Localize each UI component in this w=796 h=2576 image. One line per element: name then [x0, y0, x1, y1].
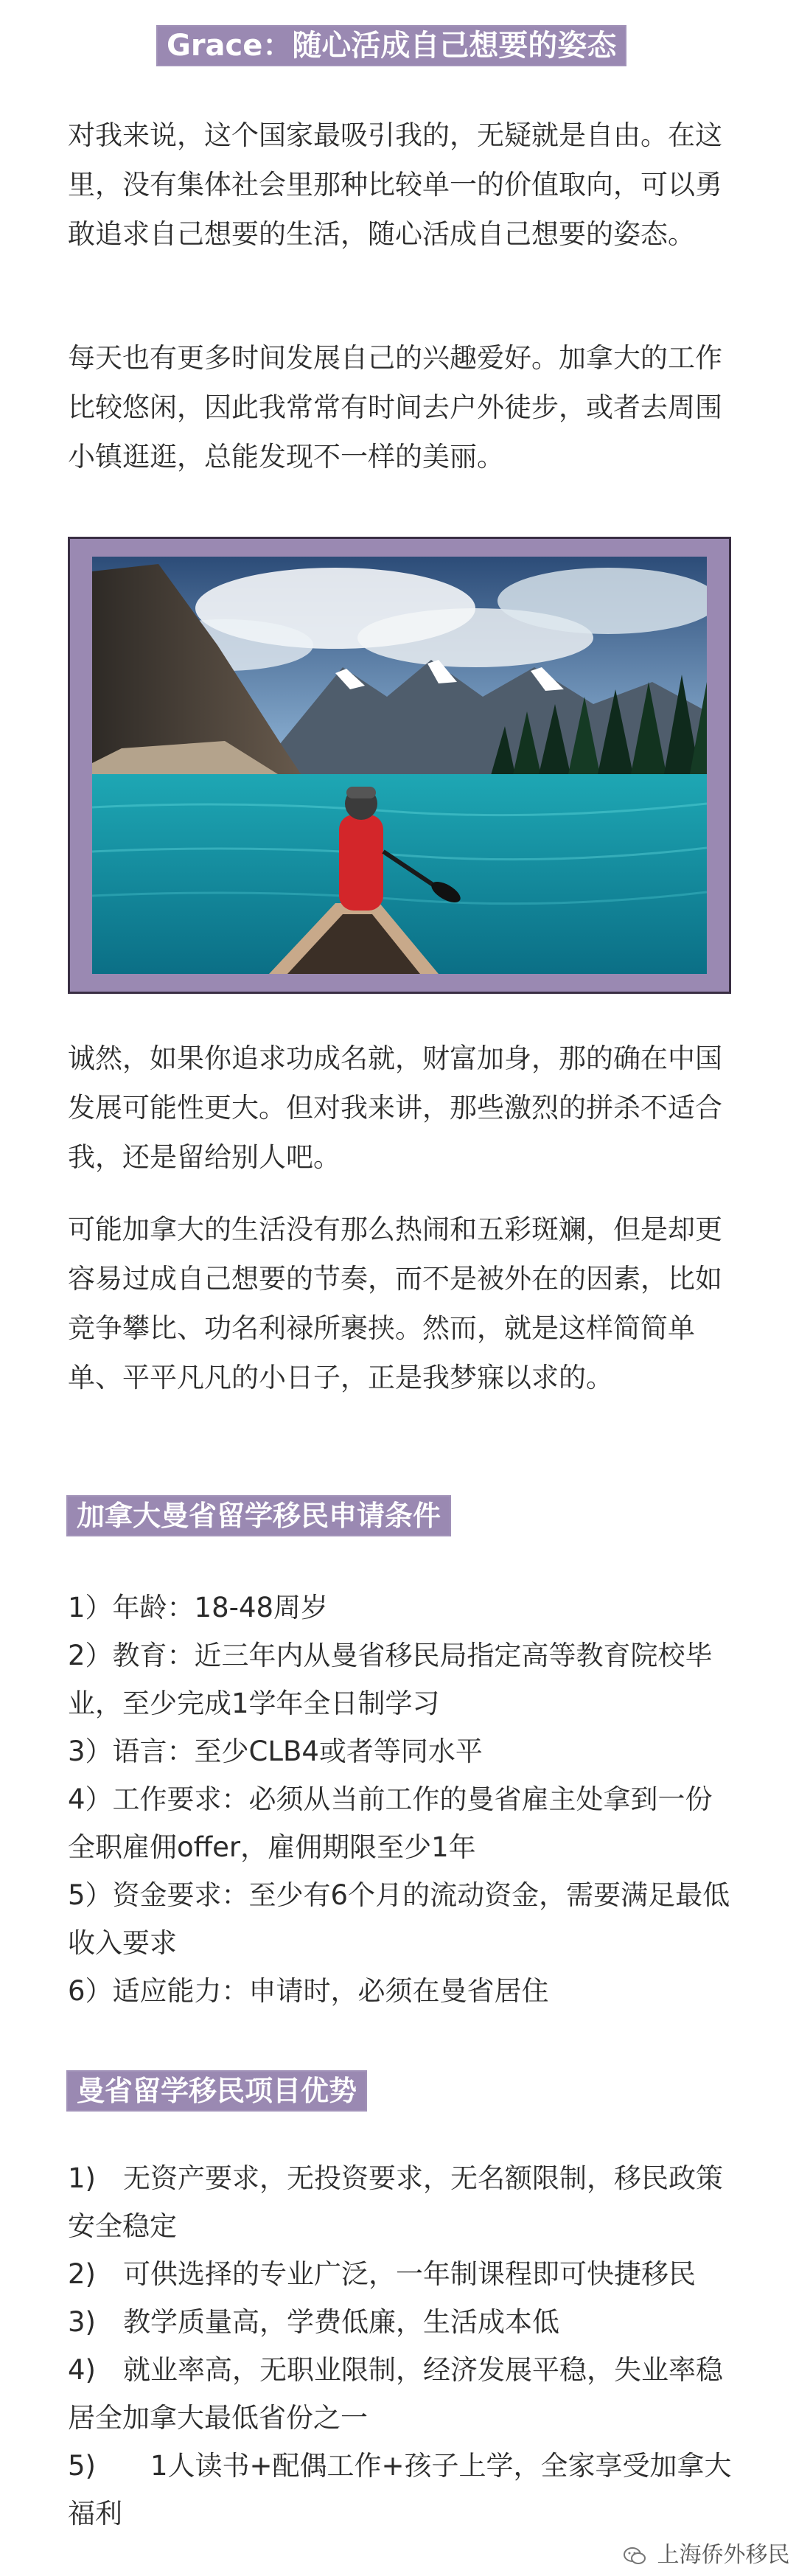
list-item: 5）资金要求：至少有6个月的流动资金，需要满足最低收入要求 — [68, 1879, 730, 1959]
wechat-icon — [624, 2547, 646, 2566]
paragraph-simple-life: 可能加拿大的生活没有那么热闹和五彩斑斓，但是却更容易过成自己想要的节奏，而不是被外在的因素，比如竞争攀比、功名利禄所裹挟。然而，就是这样简简单单、平平凡凡的小日子，正是我梦寐以求的。 — [68, 1214, 722, 1393]
list-item: 6）适应能力：申请时，必须在曼省居住 — [68, 1975, 549, 2007]
lake-canoe-photo — [92, 557, 707, 974]
conditions-list — [68, 1584, 735, 2015]
list-item: 5) 1人读书+配偶工作+孩子上学，全家享受加拿大福利 — [68, 2450, 732, 2530]
list-item: 1) 无资产要求，无投资要求，无名额限制，移民政策安全稳定 — [68, 2162, 723, 2242]
watermark-text: 上海侨外移民 — [657, 2542, 790, 2568]
list-item: 4）工作要求：必须从当前工作的曼省雇主处拿到一份全职雇佣offer，雇佣期限至少1年 — [68, 1783, 713, 1863]
list-item: 3）语言：至少CLB4或者等同水平 — [68, 1736, 483, 1767]
section-title-advantages: 曼省留学移民项目优势 — [66, 2070, 367, 2112]
lake-canoe-photo-frame — [68, 537, 731, 994]
paragraph-freedom: 对我来说，这个国家最吸引我的，无疑就是自由。在这里，没有集体社会里那种比较单一的价值取向，可以勇敢追求自己想要的生活，随心活成自己想要的姿态。 — [68, 119, 722, 250]
list-item: 2）教育：近三年内从曼省移民局指定高等教育院校毕业，至少完成1学年全日制学习 — [68, 1640, 713, 1719]
paragraph-hobbies: 每天也有更多时间发展自己的兴趣爱好。加拿大的工作比较悠闲，因此我常常有时间去户外徒步，或者去周围小镇逛逛，总能发现不一样的美丽。 — [68, 342, 722, 473]
list-item: 4) 就业率高，无职业限制，经济发展平稳，失业率稳居全加拿大最低省份之一 — [68, 2354, 723, 2434]
paragraph-success: 诚然，如果你追求功成名就，财富加身，那的确在中国发展可能性更大。但对我来讲，那些激烈的拼杀不适合我，还是留给别人吧。 — [68, 1042, 722, 1173]
account-watermark — [624, 2536, 790, 2569]
list-item: 1）年龄：18-48周岁 — [68, 1592, 329, 1623]
section-title-conditions: 加拿大曼省留学移民申请条件 — [66, 1495, 451, 1536]
section-title-grace: Grace：随心活成自己想要的姿态 — [156, 25, 626, 66]
advantages-list — [68, 2154, 735, 2538]
list-item: 3) 教学质量高，学费低廉，生活成本低 — [68, 2306, 559, 2338]
list-item: 2) 可供选择的专业广泛，一年制课程即可快捷移民 — [68, 2258, 696, 2290]
